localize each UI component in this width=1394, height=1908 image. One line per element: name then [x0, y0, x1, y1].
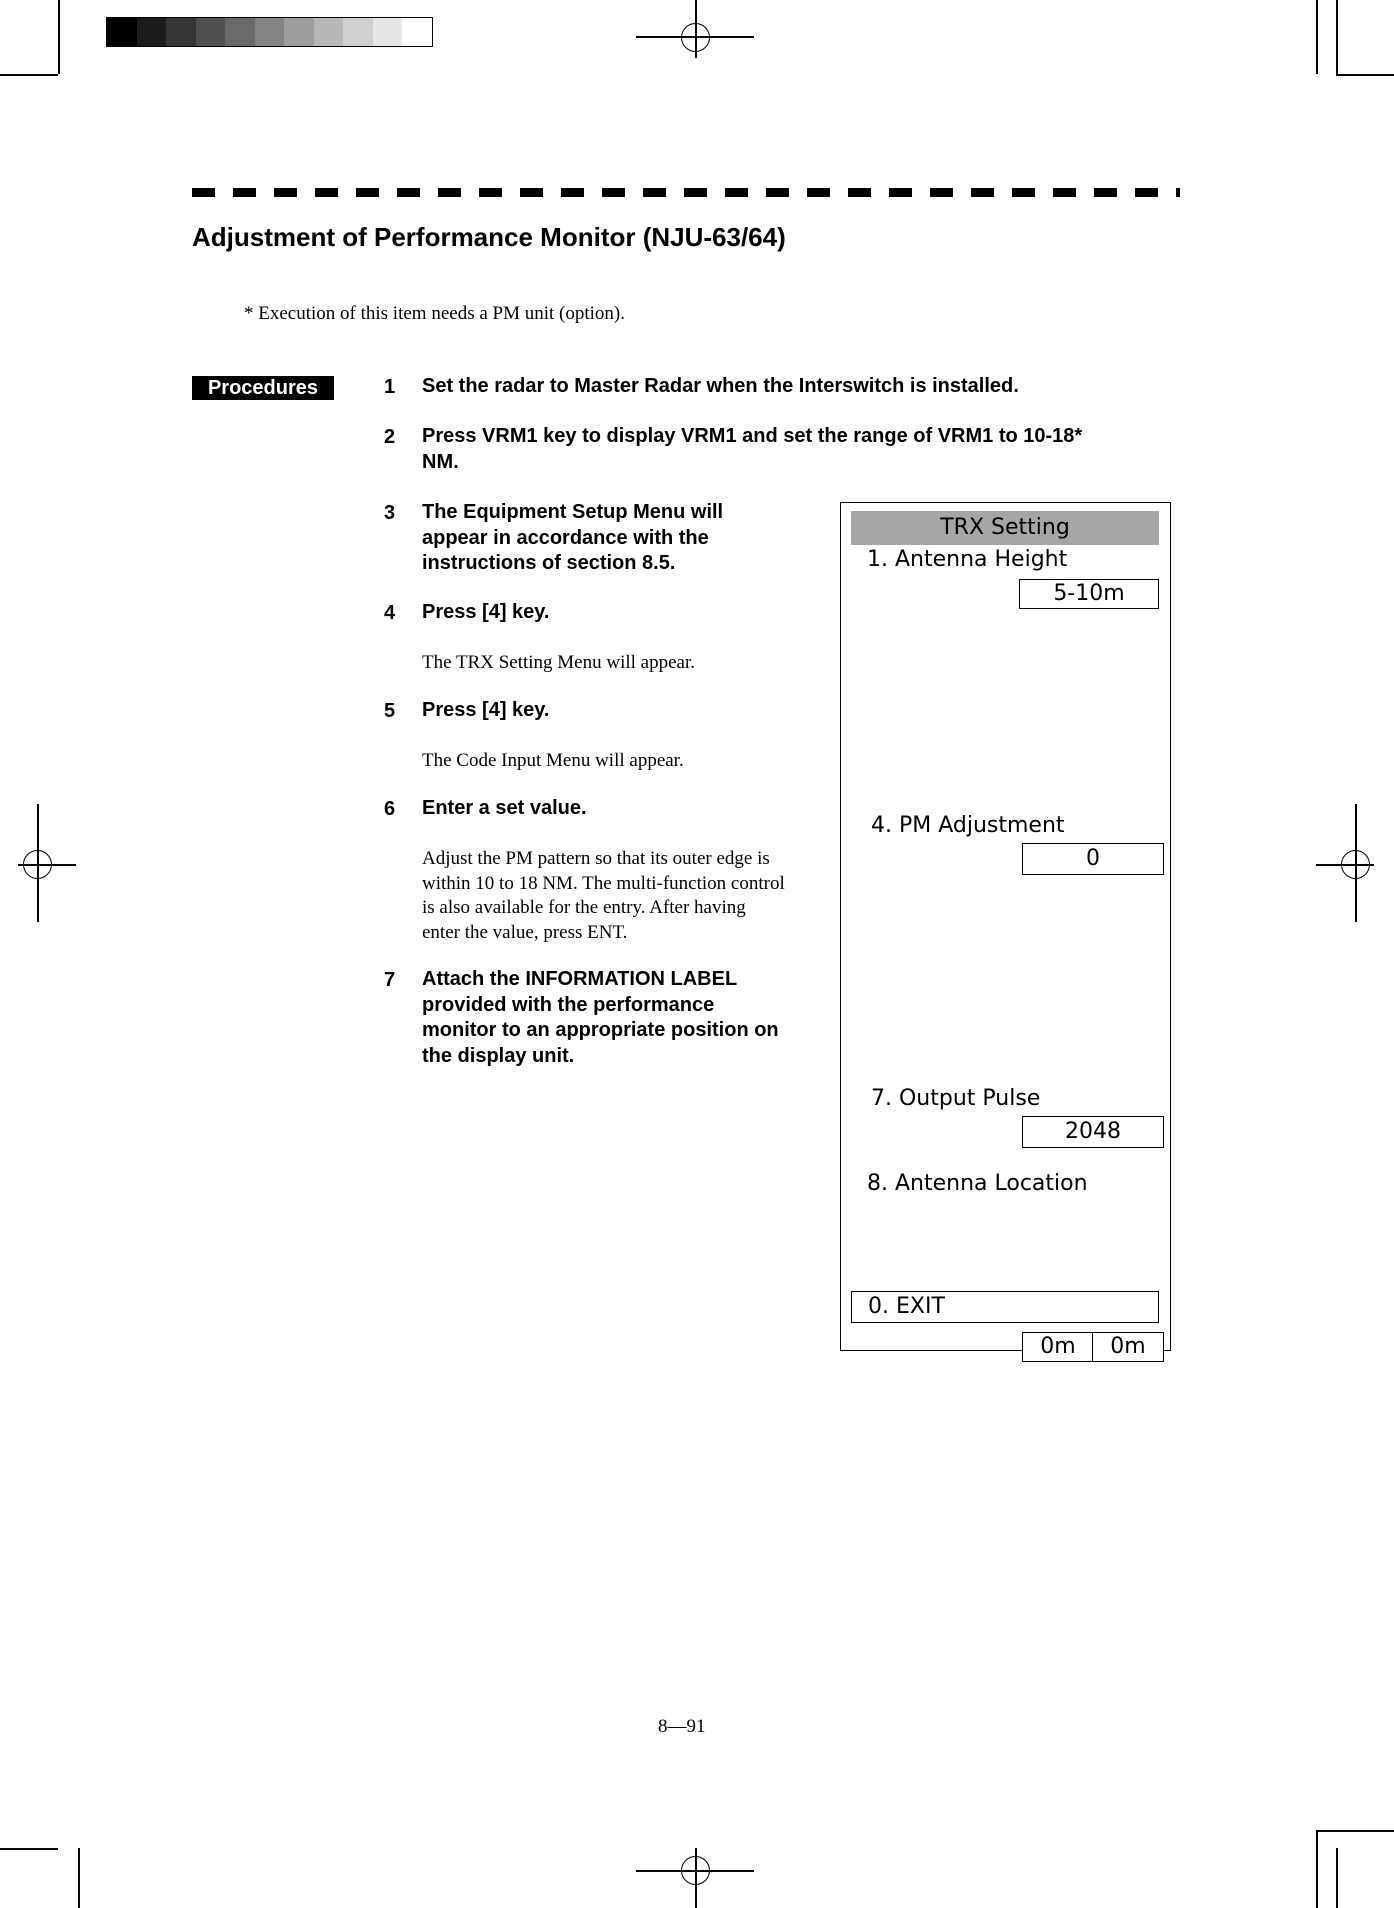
step-3-line-3: instructions of section 8.5.: [422, 552, 676, 574]
menu-title: TRX Setting: [851, 511, 1159, 545]
procedures-badge: Procedures: [192, 376, 334, 400]
step-6-number: 6: [384, 798, 396, 820]
step-2-text: Press VRM1 key to display VRM1 and set the range of VRM1 to 10-18*: [422, 425, 1083, 447]
step-7-line-1: Attach the INFORMATION LABEL: [422, 968, 738, 990]
menu-item-output-pulse[interactable]: 7. Output Pulse: [871, 1086, 1041, 1111]
menu-item-antenna-location[interactable]: 8. Antenna Location: [867, 1171, 1088, 1196]
step-7-number: 7: [384, 969, 396, 991]
step-7-line-3: monitor to an appropriate position on: [422, 1019, 779, 1041]
trx-setting-menu: [840, 502, 1171, 1351]
page-number: 8—91: [658, 1716, 706, 1737]
step-4-number: 4: [384, 602, 396, 624]
step-6-desc-2: within 10 to 18 NM. The multi-function control: [422, 872, 785, 894]
step-7-line-4: the display unit.: [422, 1044, 575, 1067]
step-5-number: 5: [384, 700, 396, 722]
status-readout-right: 0m: [1092, 1332, 1164, 1362]
step-6-text: Enter a set value.: [422, 797, 587, 819]
output-pulse-value[interactable]: 2048: [1022, 1116, 1164, 1148]
status-readout-left: 0m: [1022, 1332, 1094, 1362]
step-4-text: Press [4] key.: [422, 601, 550, 623]
crop-mark: [1336, 74, 1394, 76]
step-6-desc-1: Adjust the PM pattern so that its outer edge is: [422, 848, 770, 869]
crop-mark: [78, 1848, 80, 1908]
crop-mark: [0, 74, 58, 76]
step-2-text-cont: NM.: [422, 451, 459, 473]
crop-mark: [1316, 0, 1318, 74]
step-2-number: 2: [384, 426, 396, 448]
dashed-divider: [192, 188, 1180, 197]
step-4-desc: The TRX Setting Menu will appear.: [422, 652, 695, 673]
step-3-line-2: appear in accordance with the: [422, 526, 709, 549]
step-7-line-2: provided with the performance: [422, 993, 715, 1016]
crop-mark: [0, 1848, 58, 1850]
crop-mark: [1336, 1848, 1338, 1908]
page-title: Adjustment of Performance Monitor (NJU-63/64): [192, 222, 786, 252]
step-1-number: 1: [384, 376, 396, 398]
step-1-text: Set the radar to Master Radar when the Interswitch is installed.: [422, 375, 1019, 397]
grayscale-strip: [106, 17, 433, 47]
step-5-desc: The Code Input Menu will appear.: [422, 750, 684, 771]
crop-mark: [1336, 0, 1338, 74]
menu-exit-button[interactable]: 0. EXIT: [851, 1291, 1159, 1323]
pm-adjustment-value[interactable]: 0: [1022, 843, 1164, 875]
option-note: * Execution of this item needs a PM unit (option).: [244, 303, 626, 324]
crop-mark: [58, 0, 60, 74]
crop-mark: [1316, 1830, 1394, 1832]
menu-item-antenna-height[interactable]: 1. Antenna Height: [867, 547, 1068, 572]
step-6-desc-4: enter the value, press ENT.: [422, 921, 628, 943]
step-3-number: 3: [384, 502, 396, 524]
step-3-line-1: The Equipment Setup Menu will: [422, 501, 724, 523]
step-6-desc-3: is also available for the entry. After having: [422, 897, 746, 918]
menu-item-pm-adjustment[interactable]: 4. PM Adjustment: [871, 813, 1065, 838]
step-5-text: Press [4] key.: [422, 699, 550, 721]
antenna-height-value[interactable]: 5-10m: [1019, 579, 1159, 609]
crop-mark: [1316, 1830, 1318, 1908]
